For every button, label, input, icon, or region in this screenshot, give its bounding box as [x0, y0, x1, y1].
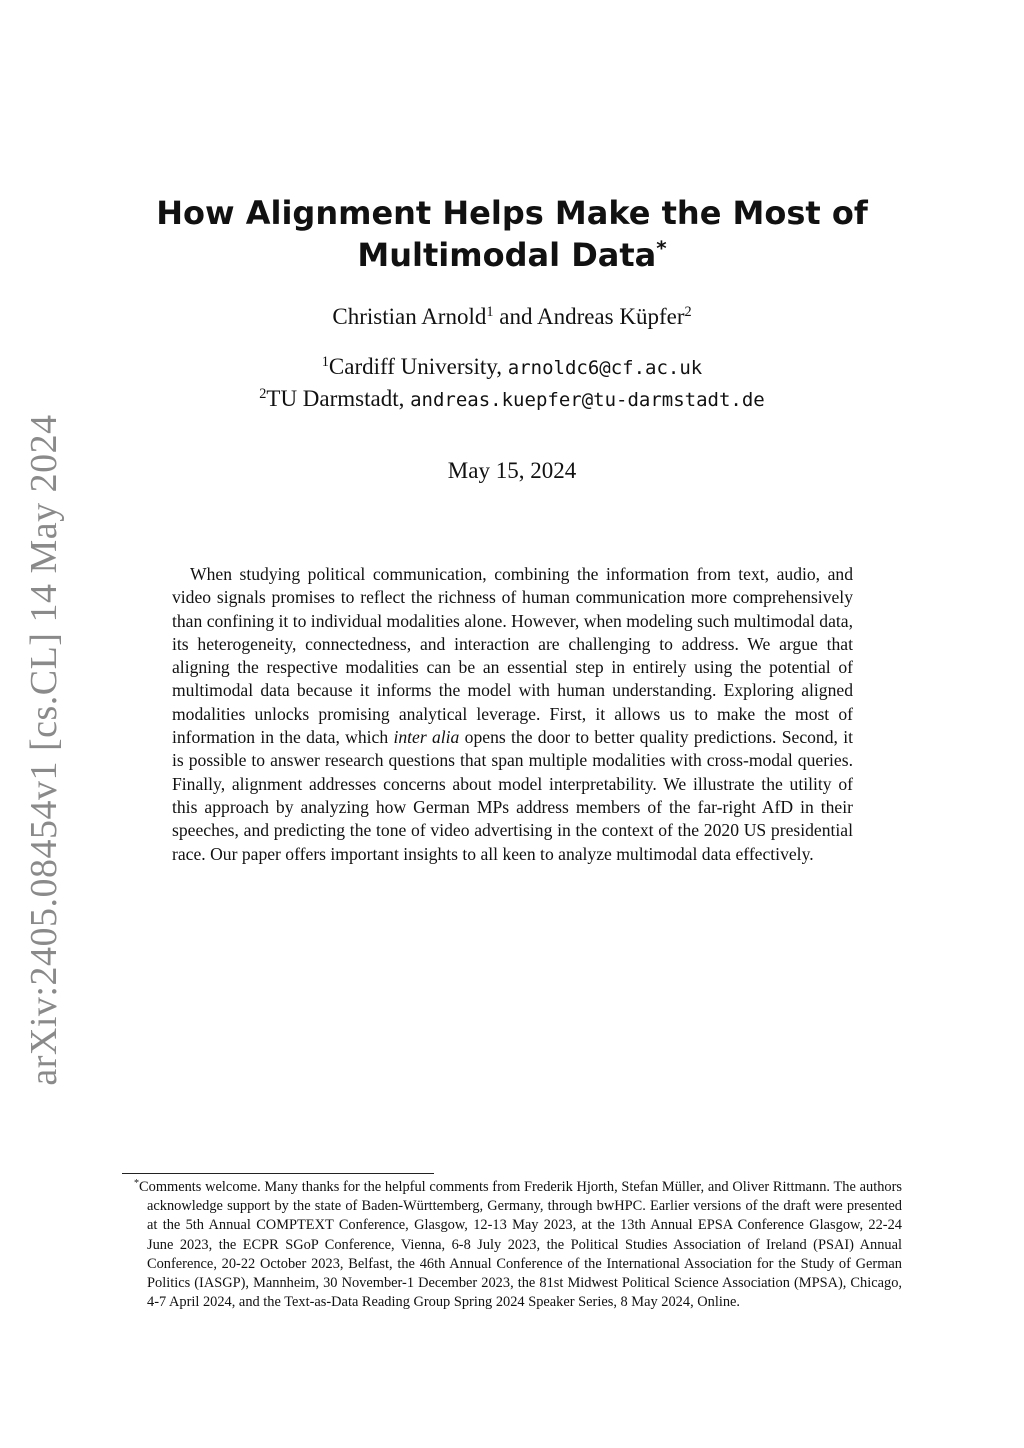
arxiv-identifier-stamp: arXiv:2405.08454v1 [cs.CL] 14 May 2024: [23, 414, 65, 1086]
author-affiliation-mark-2: 2: [684, 304, 692, 321]
abstract-text-part-1: When studying political communication, combining the information from text, audio, and video signals promises to reflect the richness of human communication more comprehensively than confining it to individual modalities alone. However, when modeling such multimodal data, its heterogeneity, connectedness, and interaction are challenging to address. We argue that aligning the respective modalities can be an essential step in entirely using the potential of multimodal data because it informs the model with human understanding. Exploring aligned modalities unlocks promising analytical leverage. First, it allows us to make the most of information in the data, which: [172, 564, 853, 748]
abstract-italic-phrase: inter alia: [393, 727, 460, 748]
affiliation-2-name: TU Darmstadt,: [266, 386, 411, 411]
affiliation-1-number: 1: [321, 354, 329, 371]
affiliation-2-number: 2: [259, 386, 267, 403]
title-footnote: [122, 1178, 902, 1312]
author-conjunction: and: [493, 304, 537, 329]
title-footnote-mark[interactable]: *: [656, 237, 667, 261]
affiliation-2-email[interactable]: andreas.kuepfer@tu-darmstadt.de: [410, 389, 765, 411]
affiliation-1: [150, 352, 874, 383]
affiliation-1-email[interactable]: arnoldc6@cf.ac.uk: [507, 357, 703, 379]
author-affiliation-mark-1: 1: [486, 304, 494, 321]
affiliation-1-name: Cardiff University,: [328, 354, 508, 379]
abstract-text-part-2: opens the door to better quality predictions. Second, it is possible to answer research questions that span multiple modalities with cross-modal queries. Finally, alignment addresses concerns about model interpretability. We illustrate the utility of this approach by analyzing how German MPs address members of the far-right AfD in their speeches, and predicting the tone of video advertising in the context of the 2020 US presidential race. Our paper offers important insights to all keen to analyze multimodal data effectively.: [172, 727, 853, 864]
affiliation-2: [150, 384, 874, 415]
footnote-text: Comments welcome. Many thanks for the helpful comments from Frederik Hjorth, Stefan Müller, and Oliver Rittmann. The authors acknowledge support by the state of Baden-Württemberg, Germany, through bwHPC. Earlier versions of the draft were presented at the 5th Annual COMPTEXT Conference, Glasgow, 12-13 May 2023, at the 13th Annual EPSA Conference Glasgow, 22-24 June 2023, the ECPR SGoP Conference, Vienna, 6-8 July 2023, the Political Studies Association of Ireland (PSAI) Annual Conference, 20-22 October 2023, Belfast, the 46th Annual Conference of the International Association for the Study of German Politics (IASGP), Mannheim, 30 November-1 December 2023, the 81st Midwest Political Science Association (MPSA), Chicago, 4-7 April 2024, and the Text-as-Data Reading Group Spring 2024 Speaker Series, 8 May 2024, Online.: [139, 1179, 902, 1311]
author-name-1: Christian Arnold: [332, 304, 487, 329]
abstract: [172, 563, 853, 866]
title-line-2: [150, 234, 874, 276]
paper-title: [150, 192, 874, 276]
title-line-1: How Alignment Helps Make the Most of: [156, 194, 868, 232]
footnote-divider: [122, 1173, 434, 1174]
author-name-2: Andreas Küpfer: [536, 304, 685, 329]
publication-date: May 15, 2024: [447, 458, 577, 483]
author-list: [150, 302, 874, 332]
footnote-mark: *: [134, 1177, 140, 1189]
title-line-2-text: Multimodal Data: [357, 236, 657, 274]
